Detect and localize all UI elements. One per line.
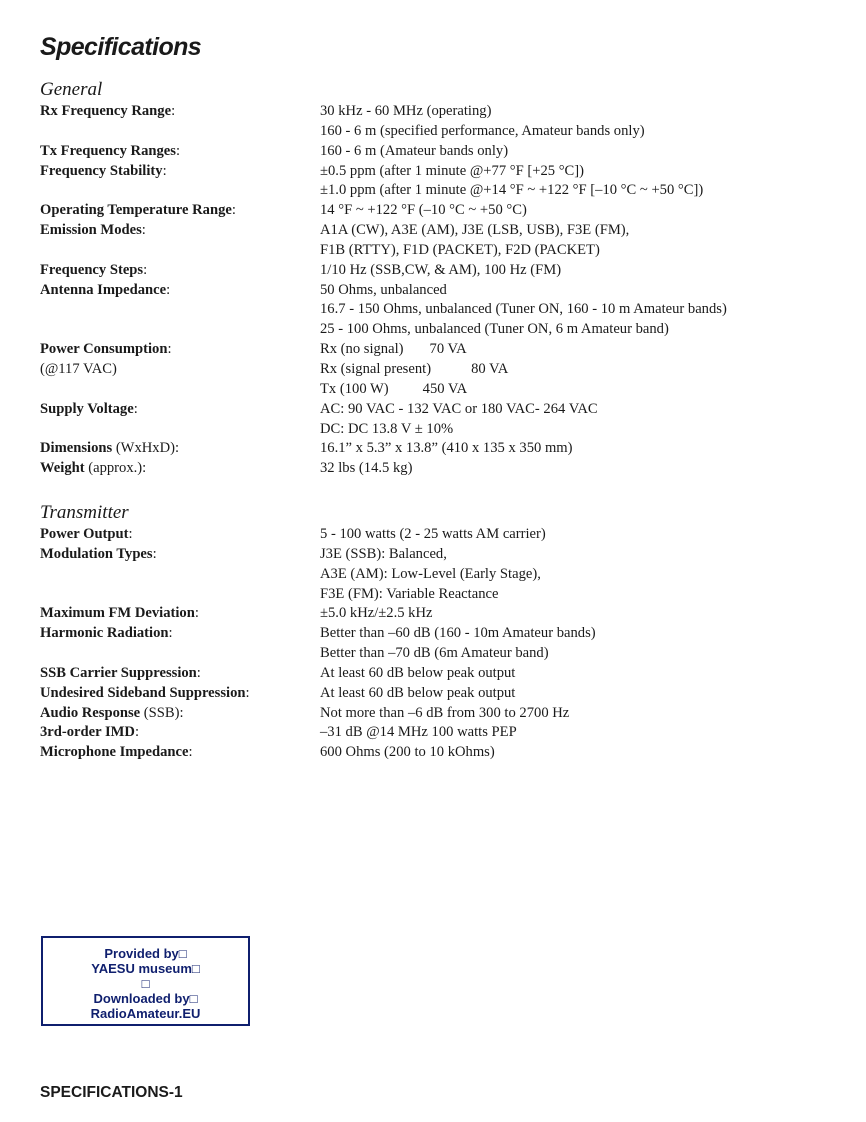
spec-row-frequency-stability [40,162,727,202]
spec-value: AC: 90 VAC - 132 VAC or 180 VAC- 264 VAC [320,400,598,417]
spec-value: ±5.0 kHz/±2.5 kHz [320,605,433,622]
spec-label: Audio Response (SSB): [40,704,184,721]
spec-row-supply-voltage [40,400,727,440]
spec-row-rx-frequency [40,102,727,142]
spec-row-tx-frequency [40,142,727,162]
spec-value: 16.7 - 150 Ohms, unbalanced (Tuner ON, 160 - 10 m Amateur bands) [320,301,727,318]
spec-row-modulation-types [40,545,596,605]
spec-row-emission-modes [40,221,727,261]
spec-row-weight [40,459,727,479]
spec-value: A3E (AM): Low-Level (Early Stage), [320,565,541,582]
spec-label: Antenna Impedance: [40,281,171,298]
spec-label: Frequency Steps: [40,261,148,278]
spec-row-ssb-carrier-suppression [40,664,596,684]
spec-value: 16.1” x 5.3” x 13.8” (410 x 135 x 350 mm) [320,440,573,457]
spec-row-power-consumption [40,340,727,400]
spec-value: A1A (CW), A3E (AM), J3E (LSB, USB), F3E (FM), [320,222,630,239]
spec-label: Microphone Impedance: [40,744,193,761]
spec-value: 600 Ohms (200 to 10 kOhms) [320,744,495,761]
spec-row-harmonic-radiation [40,624,596,664]
spec-value: DC: DC 13.8 V ± 10% [320,420,454,437]
stamp-line: □ [141,976,150,991]
spec-value: ±1.0 ppm (after 1 minute @+14 °F ~ +122 °F [–10 °C ~ +50 °C]) [320,182,704,199]
spec-value: 5 - 100 watts (2 - 25 watts AM carrier) [320,526,546,542]
page-footer: SPECIFICATIONS-1 [40,1084,183,1101]
spec-row-microphone-impedance [40,743,596,763]
page-title: Specifications [40,33,202,61]
spec-row-antenna-impedance [40,281,727,341]
spec-value: At least 60 dB below peak output [320,684,516,701]
spec-value: At least 60 dB below peak output [320,664,516,681]
spec-row-dimensions [40,439,727,459]
spec-label: Undesired Sideband Suppression: [40,684,250,701]
spec-value: Better than –60 dB (160 - 10m Amateur bands) [320,625,596,642]
spec-label: Rx Frequency Range: [40,103,176,119]
spec-label: Frequency Stability: [40,162,167,179]
spec-label: Weight (approx.): [40,460,147,477]
provided-by-stamp [41,936,250,1026]
spec-label: Power Output: [40,526,133,542]
spec-value: –31 dB @14 MHz 100 watts PEP [320,724,517,741]
spec-row-audio-response [40,704,596,724]
spec-row-3rd-order-imd [40,723,596,743]
spec-row-frequency-steps [40,261,727,281]
spec-value: F3E (FM): Variable Reactance [320,585,499,602]
spec-value: Not more than –6 dB from 300 to 2700 Hz [320,704,570,721]
spec-label: Power Consumption: (@117 VAC) [40,340,320,400]
spec-row-operating-temperature [40,201,727,221]
stamp-line: Downloaded by□ [93,991,198,1006]
stamp-line: YAESU museum□ [91,961,200,976]
spec-value: Better than –70 dB (6m Amateur band) [320,645,549,662]
spec-label: Dimensions (WxHxD): [40,440,180,457]
spec-value: 30 kHz - 60 MHz (operating) [320,103,492,119]
stamp-line: Provided by□ [104,946,187,961]
stamp-line: RadioAmateur.EU [90,1006,201,1021]
spec-value: 50 Ohms, unbalanced [320,281,447,298]
spec-value: Rx (signal present) 80 VA [320,360,509,377]
spec-value: 160 - 6 m (specified performance, Amateur bands only) [320,122,645,139]
spec-label: Modulation Types: [40,545,157,562]
spec-sublabel: (@117 VAC) [40,360,117,377]
spec-value: 14 °F ~ +122 °F (–10 °C ~ +50 °C) [320,202,527,219]
spec-value: ±0.5 ppm (after 1 minute @+77 °F [+25 °C]) [320,162,584,179]
spec-value: Rx (no signal) 70 VA [320,341,467,358]
spec-row-max-fm-deviation [40,604,596,624]
section-title-transmitter: Transmitter [40,502,129,523]
spec-row-undesired-sideband [40,684,596,704]
spec-value: Tx (100 W) 450 VA [320,380,468,397]
spec-value: 1/10 Hz (SSB,CW, & AM), 100 Hz (FM) [320,261,562,278]
spec-label: 3rd-order IMD: [40,724,140,741]
spec-label: Harmonic Radiation: [40,625,173,642]
spec-label: Tx Frequency Ranges: [40,142,181,159]
section-title-general: General [40,79,103,100]
spec-label: Supply Voltage: [40,400,138,417]
spec-value: 160 - 6 m (Amateur bands only) [320,142,509,159]
spec-row-power-output [40,525,596,545]
transmitter-section [40,502,596,763]
spec-value: F1B (RTTY), F1D (PACKET), F2D (PACKET) [320,241,600,258]
spec-label: Maximum FM Deviation: [40,605,199,622]
spec-label: Emission Modes: [40,222,146,239]
spec-value: 32 lbs (14.5 kg) [320,460,413,477]
general-section [40,79,727,479]
spec-value: 25 - 100 Ohms, unbalanced (Tuner ON, 6 m Amateur band) [320,321,669,338]
spec-label: SSB Carrier Suppression: [40,664,201,681]
spec-label: Operating Temperature Range: [40,202,236,219]
spec-value: J3E (SSB): Balanced, [320,545,447,562]
